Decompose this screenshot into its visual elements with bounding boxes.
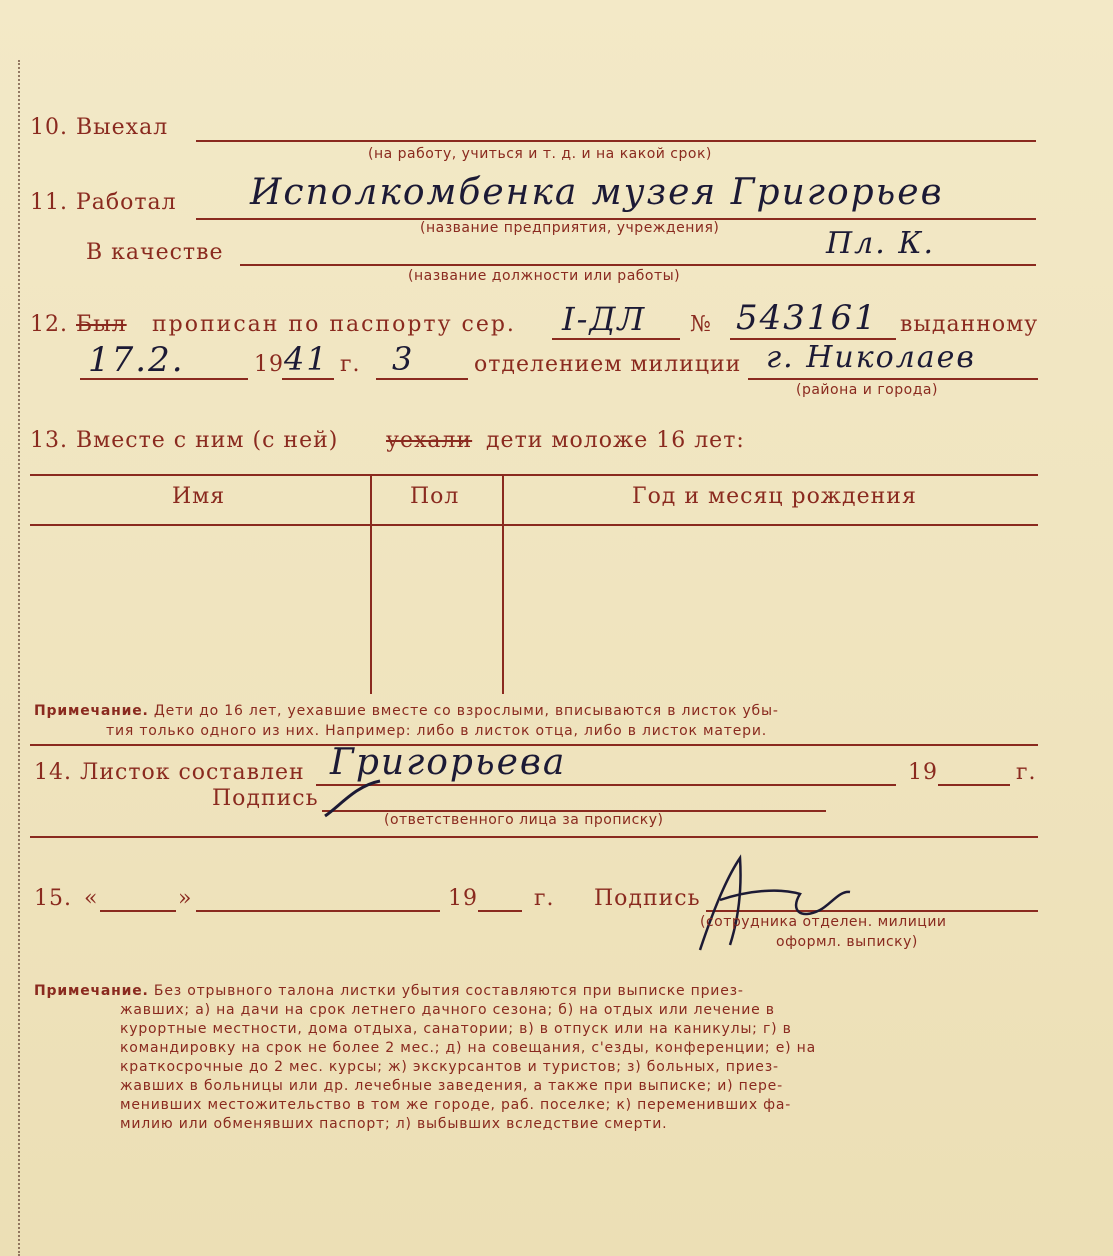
s15-year: 19 <box>448 886 478 911</box>
s15-year-suffix: г. <box>534 886 555 911</box>
s13-note-line1: Примечание. Дети до 16 лет, уехавшие вместе со взрослыми, вписываются в листок убы- <box>34 703 779 719</box>
s12-registered: прописан по паспорту сер. <box>152 312 516 337</box>
footnote-line-5: жавших в больницы или др. лечебные заведения, а также при выписке; и) пере- <box>120 1078 783 1094</box>
footnote-line-0: Примечание. Без отрывного талона листки убытия составляются при выписке приез- <box>34 983 744 999</box>
perforation-edge <box>18 60 24 1256</box>
s11-position-label: В качестве <box>86 240 224 265</box>
s12-year-line <box>282 378 334 380</box>
s15-caption1: (сотрудника отделен. милиции <box>700 914 947 930</box>
s11-handwritten: Исполкомбенка музея Григорьев <box>250 172 944 213</box>
s15-day-line <box>100 910 176 912</box>
s14-year-line <box>938 784 1010 786</box>
s14-bottom-line <box>30 836 1038 838</box>
s13-table-top <box>30 474 1038 476</box>
s15-quote-open: « <box>84 886 99 911</box>
s13-left: уехали <box>386 428 473 453</box>
s13-label-a: 13. Вместе с ним (с ней) <box>30 428 339 453</box>
s12-dept-hw: 3 <box>392 340 415 378</box>
s15-caption2: оформл. выписку) <box>776 934 918 950</box>
footnote-line-7: милию или обменявших паспорт; л) выбывших вследствие смерти. <box>120 1116 668 1132</box>
s13-col-divider-1 <box>370 474 372 694</box>
s13-note-line2: тия только одного из них. Например: либо в листок отца, либо в листок матери. <box>106 723 767 739</box>
footnote-line-2: курортные местности, дома отдыха, санатории; в) в отпуск или на каникулы; г) в <box>120 1021 792 1037</box>
s10-caption: (на работу, учиться и т. д. и на какой срок) <box>368 146 712 162</box>
s12-city-hw: г. Николаев <box>766 340 976 375</box>
s12-number: 12. <box>30 312 68 337</box>
s11-caption: (название предприятия, учреждения) <box>420 220 720 236</box>
footnote-line-6: менивших местожительство в том же городе, раб. поселке; к) переменивших фа- <box>120 1097 792 1113</box>
s12-issued: выданному <box>900 312 1039 337</box>
s12-number-hw: 543161 <box>736 298 878 338</box>
s14-handwritten: Григорьева <box>330 742 567 783</box>
s13-col-birth: Год и месяц рождения <box>632 484 917 509</box>
s14-signature-caption: (ответственного лица за прописку) <box>384 812 664 828</box>
s11-label: 11. Работал <box>30 190 177 215</box>
s13-col-divider-2 <box>502 474 504 694</box>
s15-month-line <box>196 910 440 912</box>
s12-was: Был <box>76 312 127 337</box>
s12-year-hw: 41 <box>284 340 329 378</box>
s14-year-suffix: г. <box>1016 760 1037 785</box>
footnote-line-1: жавших; а) на дачи на срок летнего дачного сезона; б) на отдых или лечение в <box>120 1002 775 1018</box>
s12-series-hw: I-ДЛ <box>562 300 647 338</box>
s10-label: 10. Выехал <box>30 115 169 140</box>
s12-caption: (района и города) <box>796 382 938 398</box>
s13-col-sex: Пол <box>410 484 460 509</box>
s12-city-line <box>748 378 1038 380</box>
s14-label: 14. Листок составлен <box>34 760 305 785</box>
s12-year-prefix: 19 <box>254 352 284 377</box>
s13-label-b: дети моложе 16 лет: <box>486 428 745 453</box>
s15-quote-close: » <box>178 886 193 911</box>
s11-position-caption: (название должности или работы) <box>408 268 681 284</box>
s14-signature-mark <box>320 776 390 826</box>
s12-series-line <box>552 338 680 340</box>
s15-label: 15. <box>34 886 72 911</box>
footnote-line-4: краткосрочные до 2 мес. курсы; ж) экскурсантов и туристов; з) больных, приез- <box>120 1059 779 1075</box>
s11-position-hw: Пл. К. <box>826 226 936 261</box>
s13-table-header-bottom <box>30 524 1038 526</box>
s12-dept-label: отделением милиции <box>474 352 742 377</box>
s12-number-label: № <box>690 312 712 337</box>
s15-year-line <box>478 910 522 912</box>
s14-signature-label: Подпись <box>212 786 319 811</box>
s14-line <box>316 784 896 786</box>
s12-date-hw: 17.2. <box>88 340 185 380</box>
footnote-line-3: командировку на срок не более 2 мес.; д) на совещания, с'езды, конференции; е) на <box>120 1040 816 1056</box>
s12-dept-line <box>376 378 468 380</box>
s10-line <box>196 140 1036 142</box>
s11-position-line <box>240 264 1036 266</box>
s13-col-name: Имя <box>172 484 226 509</box>
s14-year: 19 <box>908 760 938 785</box>
s15-signature-label: Подпись <box>594 886 701 911</box>
s12-year-suffix: г. <box>340 352 361 377</box>
